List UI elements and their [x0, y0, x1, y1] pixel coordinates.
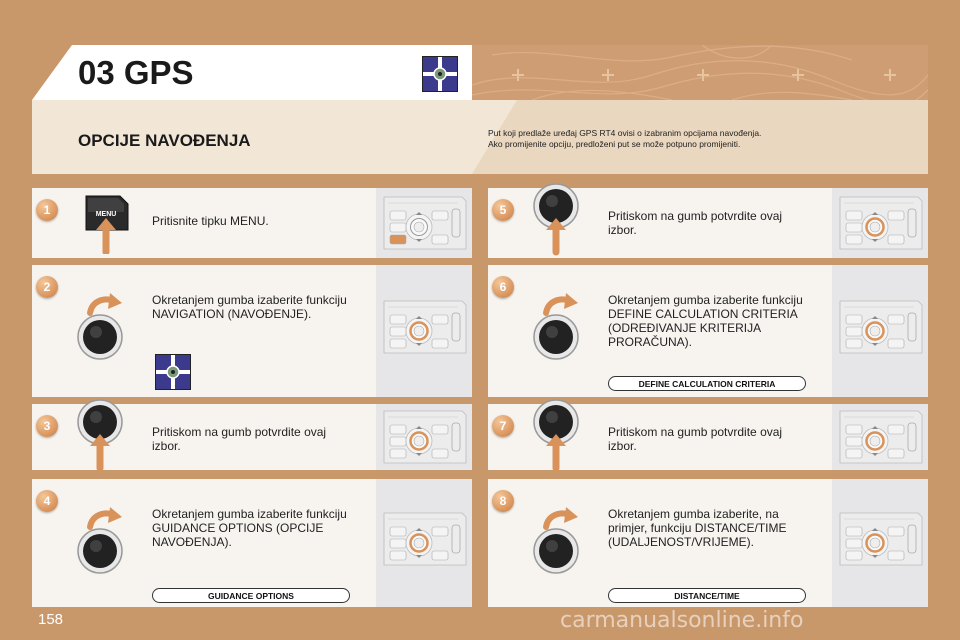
step-control-panel — [832, 188, 928, 258]
instruction-line: Pritiskom na gumb potvrdite ovaj — [608, 209, 783, 223]
page-title: 03 GPS — [78, 54, 194, 91]
step-number-badge: 8 — [492, 490, 514, 512]
instruction-line: Pritisnite tipku MENU. — [152, 214, 269, 228]
step-number-badge: 3 — [36, 415, 58, 437]
menu-option-pill: GUIDANCE OPTIONS — [152, 588, 350, 603]
radio-control-diagram — [380, 297, 470, 362]
step-instruction — [152, 214, 372, 228]
rotate-knob-icon — [532, 505, 584, 584]
step-instruction — [608, 293, 828, 349]
instruction-line: Okretanjem gumba izaberite funkciju — [152, 507, 347, 521]
radio-control-diagram — [836, 407, 926, 472]
step-control-panel — [832, 404, 928, 470]
instruction-line: (ODREĐIVANJE KRITERIJA — [608, 321, 762, 335]
step-instruction — [152, 507, 372, 549]
radio-control-diagram — [380, 509, 470, 574]
step-number-badge: 1 — [36, 199, 58, 221]
instruction-line: GUIDANCE OPTIONS (OPCIJE — [152, 521, 324, 535]
step-number-badge: 4 — [36, 490, 58, 512]
instruction-line: PRORAČUNA). — [608, 335, 693, 349]
header-map-decoration — [472, 45, 928, 100]
radio-control-diagram — [380, 407, 470, 472]
step-instruction — [152, 293, 372, 321]
radio-control-diagram — [836, 509, 926, 574]
step-control-panel — [376, 479, 472, 607]
instruction-line: Okretanjem gumba izaberite funkciju — [608, 293, 803, 307]
radio-control-diagram — [380, 193, 470, 258]
menu-button-icon — [80, 192, 132, 259]
rotate-knob-icon — [76, 505, 128, 584]
svg-text:MENU: MENU — [95, 211, 117, 218]
press-knob-icon — [532, 398, 584, 477]
instruction-line: izbor. — [608, 223, 637, 237]
instruction-line: primjer, funkciju DISTANCE/TIME — [608, 521, 787, 535]
rotate-knob-icon — [76, 291, 128, 370]
step-number-badge: 2 — [36, 276, 58, 298]
section-title: OPCIJE NAVOĐENJA — [78, 131, 251, 150]
gps-navigation-icon — [422, 56, 458, 92]
press-knob-icon — [532, 182, 584, 261]
step-number-badge: 5 — [492, 199, 514, 221]
watermark: carmanualsonline.info — [560, 608, 804, 633]
instruction-line: Pritiskom na gumb potvrdite ovaj — [608, 425, 783, 439]
rotate-knob-icon — [532, 291, 584, 370]
step-control-panel — [832, 265, 928, 397]
intro-line-2: Ako promijenite opciju, predloženi put se može potpuno promijeniti. — [488, 139, 741, 149]
gps-navigation-icon — [155, 354, 191, 390]
step-control-panel — [376, 404, 472, 470]
radio-control-diagram — [836, 193, 926, 258]
step-number-badge: 6 — [492, 276, 514, 298]
topographic-map-pattern — [472, 45, 928, 100]
step-number-badge: 7 — [492, 415, 514, 437]
instruction-line: Okretanjem gumba izaberite funkciju — [152, 293, 347, 307]
instruction-line: NAVOĐENJA). — [152, 535, 232, 549]
instruction-line: (UDALJENOST/VRIJEME). — [608, 535, 755, 549]
instruction-line: NAVIGATION (NAVOĐENJE). — [152, 307, 312, 321]
step-instruction — [608, 209, 828, 237]
step-instruction — [608, 507, 828, 549]
press-knob-icon — [76, 398, 128, 477]
instruction-line: izbor. — [608, 439, 637, 453]
instruction-line: Pritiskom na gumb potvrdite ovaj — [152, 425, 327, 439]
instruction-line: izbor. — [152, 439, 181, 453]
instruction-line: Okretanjem gumba izaberite, na — [608, 507, 779, 521]
step-instruction — [152, 425, 372, 453]
step-instruction — [608, 425, 828, 453]
radio-control-diagram — [836, 297, 926, 362]
intro-text — [488, 128, 908, 150]
intro-line-1: Put koji predlaže uređaj GPS RT4 ovisi o izabranim opcijama navođenja. — [488, 128, 762, 138]
page-number: 158 — [38, 611, 64, 628]
menu-option-pill: DEFINE CALCULATION CRITERIA — [608, 376, 806, 391]
menu-option-pill: DISTANCE/TIME — [608, 588, 806, 603]
step-control-panel — [376, 188, 472, 258]
instruction-line: DEFINE CALCULATION CRITERIA — [608, 307, 798, 321]
step-control-panel — [376, 265, 472, 397]
step-control-panel — [832, 479, 928, 607]
